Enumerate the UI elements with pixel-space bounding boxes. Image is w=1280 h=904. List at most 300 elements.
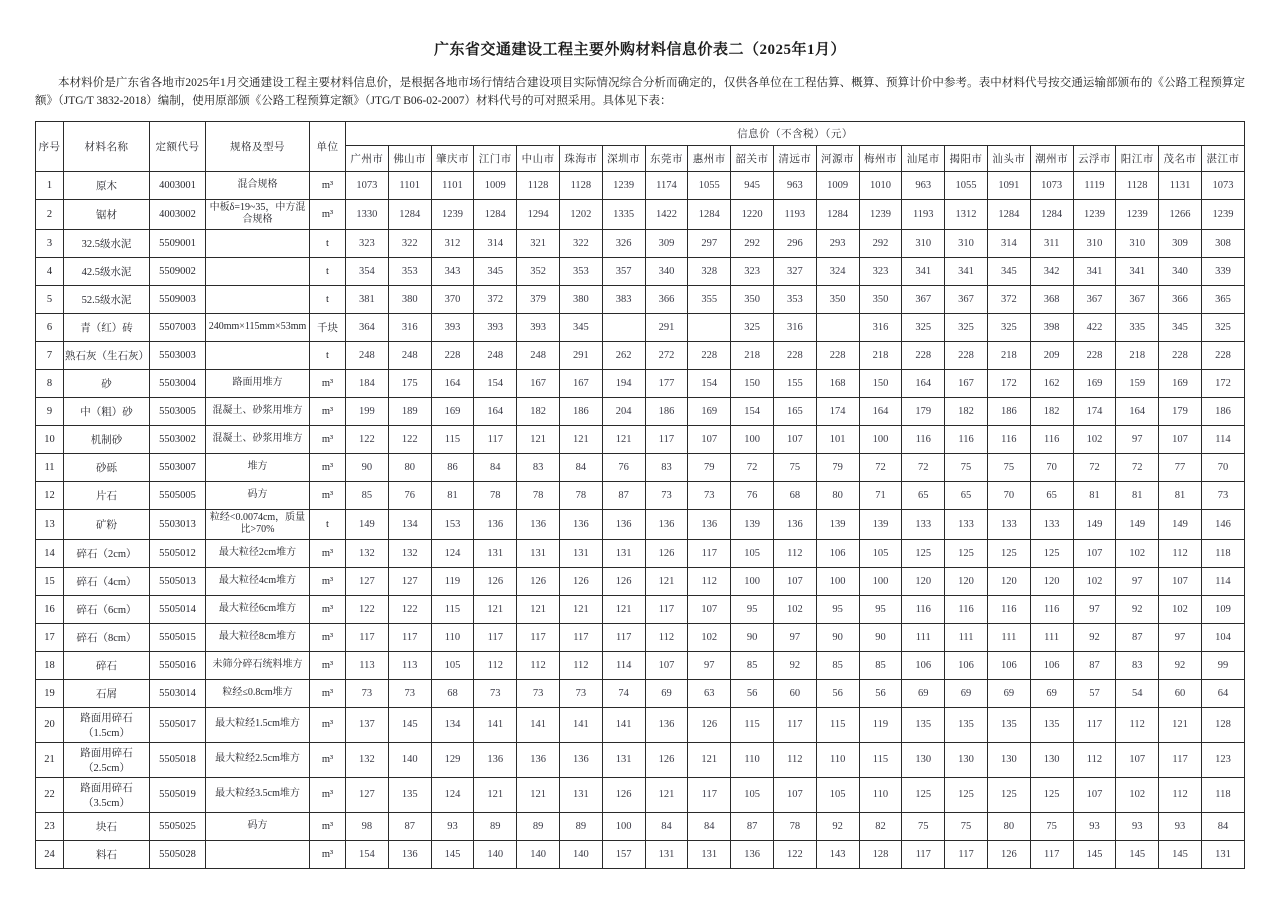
price-cell: 106	[987, 651, 1030, 679]
price-cell: 75	[1030, 812, 1073, 840]
price-cell: 105	[731, 539, 774, 567]
price-cell: 125	[1030, 777, 1073, 812]
price-cell: 341	[1073, 257, 1116, 285]
price-cell: 186	[1201, 397, 1244, 425]
price-cell: 353	[388, 257, 431, 285]
price-cell: 149	[1073, 509, 1116, 539]
table-row	[36, 313, 1245, 341]
header-city: 东莞市	[645, 145, 688, 171]
seq-cell: 6	[36, 313, 64, 341]
table-header	[36, 121, 1245, 171]
price-cell: 125	[987, 539, 1030, 567]
price-cell: 117	[1159, 742, 1202, 777]
price-cell: 218	[731, 341, 774, 369]
quota-code-cell: 5505019	[150, 777, 206, 812]
price-cell: 105	[431, 651, 474, 679]
price-cell: 72	[902, 453, 945, 481]
material-name-cell: 青（红）砖	[64, 313, 150, 341]
price-cell: 122	[388, 595, 431, 623]
price-cell: 73	[388, 679, 431, 707]
unit-cell: m³	[310, 707, 346, 742]
price-cell: 314	[987, 229, 1030, 257]
price-cell: 159	[1116, 369, 1159, 397]
price-cell: 116	[1030, 425, 1073, 453]
price-cell: 310	[902, 229, 945, 257]
header-quota-code: 定额代号	[150, 121, 206, 171]
seq-cell: 4	[36, 257, 64, 285]
table-row	[36, 341, 1245, 369]
price-cell: 78	[474, 481, 517, 509]
price-cell: 341	[1116, 257, 1159, 285]
price-cell: 131	[559, 777, 602, 812]
price-cell: 79	[816, 453, 859, 481]
price-cell: 154	[688, 369, 731, 397]
spec-cell: 最大粒经3.5cm堆方	[206, 777, 310, 812]
price-cell: 248	[388, 341, 431, 369]
price-cell: 60	[1159, 679, 1202, 707]
material-name-cell: 矿粉	[64, 509, 150, 539]
price-cell: 110	[859, 777, 902, 812]
price-cell: 74	[602, 679, 645, 707]
price-cell: 90	[859, 623, 902, 651]
price-cell: 136	[773, 509, 816, 539]
price-cell: 112	[1116, 707, 1159, 742]
price-cell: 182	[1030, 397, 1073, 425]
header-city: 佛山市	[388, 145, 431, 171]
seq-cell: 21	[36, 742, 64, 777]
price-cell: 124	[431, 539, 474, 567]
spec-cell: 最大粒径2cm堆方	[206, 539, 310, 567]
price-cell: 131	[602, 539, 645, 567]
price-cell: 92	[1073, 623, 1116, 651]
unit-cell: m³	[310, 539, 346, 567]
unit-cell: t	[310, 285, 346, 313]
price-cell: 120	[945, 567, 988, 595]
price-cell: 90	[346, 453, 389, 481]
spec-cell: 最大粒径8cm堆方	[206, 623, 310, 651]
price-cell: 76	[602, 453, 645, 481]
price-cell: 228	[1159, 341, 1202, 369]
price-cell: 1055	[688, 171, 731, 199]
price-cell: 262	[602, 341, 645, 369]
price-cell: 116	[902, 425, 945, 453]
price-cell: 130	[987, 742, 1030, 777]
price-cell: 127	[346, 567, 389, 595]
price-cell: 93	[1116, 812, 1159, 840]
price-cell: 248	[517, 341, 560, 369]
price-cell: 70	[987, 481, 1030, 509]
price-cell: 60	[773, 679, 816, 707]
price-cell: 87	[731, 812, 774, 840]
price-cell: 323	[346, 229, 389, 257]
price-cell: 69	[987, 679, 1030, 707]
price-cell: 102	[1116, 777, 1159, 812]
table-row	[36, 595, 1245, 623]
price-cell: 182	[517, 397, 560, 425]
price-cell: 353	[559, 257, 602, 285]
table-row	[36, 840, 1245, 868]
price-cell: 125	[902, 777, 945, 812]
price-cell: 107	[645, 651, 688, 679]
price-cell: 132	[388, 539, 431, 567]
price-cell: 84	[559, 453, 602, 481]
price-cell: 1335	[602, 199, 645, 229]
unit-cell: m³	[310, 481, 346, 509]
material-price-table	[35, 121, 1245, 869]
price-cell: 218	[859, 341, 902, 369]
quota-code-cell: 5505028	[150, 840, 206, 868]
price-cell: 107	[1073, 777, 1116, 812]
header-seq: 序号	[36, 121, 64, 171]
price-cell: 1010	[859, 171, 902, 199]
price-cell: 100	[859, 567, 902, 595]
price-cell: 326	[602, 229, 645, 257]
price-cell: 140	[474, 840, 517, 868]
price-cell: 79	[688, 453, 731, 481]
price-cell: 112	[474, 651, 517, 679]
spec-cell: 粒经<0.0074cm，质量比>70%	[206, 509, 310, 539]
spec-cell: 粒经≤0.8cm堆方	[206, 679, 310, 707]
price-cell: 1422	[645, 199, 688, 229]
price-cell: 75	[945, 812, 988, 840]
header-price-group: 信息价（不含税）（元）	[346, 121, 1245, 145]
price-cell: 372	[987, 285, 1030, 313]
price-cell: 1266	[1159, 199, 1202, 229]
price-cell: 172	[1201, 369, 1244, 397]
material-name-cell: 料石	[64, 840, 150, 868]
price-cell: 117	[773, 707, 816, 742]
price-cell: 135	[902, 707, 945, 742]
price-cell: 121	[474, 595, 517, 623]
price-cell: 70	[1201, 453, 1244, 481]
price-cell: 102	[773, 595, 816, 623]
unit-cell: m³	[310, 369, 346, 397]
price-cell: 73	[517, 679, 560, 707]
seq-cell: 2	[36, 199, 64, 229]
header-row-group	[36, 121, 1245, 145]
price-cell: 95	[816, 595, 859, 623]
header-city: 茂名市	[1159, 145, 1202, 171]
seq-cell: 9	[36, 397, 64, 425]
price-cell: 121	[602, 595, 645, 623]
price-cell: 228	[431, 341, 474, 369]
table-row	[36, 369, 1245, 397]
price-cell: 113	[346, 651, 389, 679]
price-cell: 248	[474, 341, 517, 369]
table-row	[36, 777, 1245, 812]
price-cell: 368	[1030, 285, 1073, 313]
table-row	[36, 171, 1245, 199]
spec-cell	[206, 257, 310, 285]
price-cell: 112	[1159, 777, 1202, 812]
price-cell: 68	[431, 679, 474, 707]
price-cell: 140	[559, 840, 602, 868]
seq-cell: 24	[36, 840, 64, 868]
price-cell: 1239	[859, 199, 902, 229]
header-city: 揭阳市	[945, 145, 988, 171]
price-cell: 169	[1159, 369, 1202, 397]
price-cell: 92	[816, 812, 859, 840]
price-cell: 393	[517, 313, 560, 341]
price-cell: 322	[559, 229, 602, 257]
price-cell: 324	[816, 257, 859, 285]
price-cell	[602, 313, 645, 341]
price-cell: 122	[388, 425, 431, 453]
price-cell: 84	[474, 453, 517, 481]
price-cell: 136	[388, 840, 431, 868]
price-cell: 134	[431, 707, 474, 742]
price-cell: 354	[346, 257, 389, 285]
header-city: 河源市	[816, 145, 859, 171]
price-cell: 69	[1030, 679, 1073, 707]
price-cell: 117	[474, 425, 517, 453]
seq-cell: 15	[36, 567, 64, 595]
price-cell: 72	[1073, 453, 1116, 481]
price-cell: 97	[1159, 623, 1202, 651]
material-name-cell: 路面用碎石（2.5cm）	[64, 742, 150, 777]
price-cell: 131	[559, 539, 602, 567]
price-cell: 1073	[346, 171, 389, 199]
material-name-cell: 碎石（4cm）	[64, 567, 150, 595]
price-cell: 126	[688, 707, 731, 742]
price-cell: 1131	[1159, 171, 1202, 199]
seq-cell: 1	[36, 171, 64, 199]
quota-code-cell: 5505005	[150, 481, 206, 509]
price-cell: 81	[431, 481, 474, 509]
price-cell: 228	[902, 341, 945, 369]
quota-code-cell: 5503005	[150, 397, 206, 425]
seq-cell: 22	[36, 777, 64, 812]
price-cell: 186	[645, 397, 688, 425]
price-cell: 84	[645, 812, 688, 840]
price-cell: 1101	[431, 171, 474, 199]
quota-code-cell: 5507003	[150, 313, 206, 341]
unit-cell: m³	[310, 679, 346, 707]
material-name-cell: 路面用碎石（3.5cm）	[64, 777, 150, 812]
price-cell: 370	[431, 285, 474, 313]
price-cell: 308	[1201, 229, 1244, 257]
price-cell: 1294	[517, 199, 560, 229]
unit-cell: m³	[310, 595, 346, 623]
price-cell: 272	[645, 341, 688, 369]
material-name-cell: 片石	[64, 481, 150, 509]
price-cell: 350	[731, 285, 774, 313]
price-cell: 126	[645, 742, 688, 777]
price-cell: 145	[431, 840, 474, 868]
material-name-cell: 碎石（2cm）	[64, 539, 150, 567]
price-cell: 69	[945, 679, 988, 707]
spec-cell	[206, 285, 310, 313]
price-cell: 131	[1201, 840, 1244, 868]
price-cell: 141	[559, 707, 602, 742]
price-cell: 154	[346, 840, 389, 868]
table-row	[36, 257, 1245, 285]
price-cell: 204	[602, 397, 645, 425]
price-cell: 1284	[474, 199, 517, 229]
price-cell: 72	[1116, 453, 1159, 481]
unit-cell: m³	[310, 171, 346, 199]
price-cell: 118	[1201, 777, 1244, 812]
price-cell: 228	[945, 341, 988, 369]
price-cell: 97	[1116, 567, 1159, 595]
price-cell: 86	[431, 453, 474, 481]
price-cell: 76	[731, 481, 774, 509]
price-cell: 131	[602, 742, 645, 777]
seq-cell: 5	[36, 285, 64, 313]
seq-cell: 12	[36, 481, 64, 509]
seq-cell: 20	[36, 707, 64, 742]
price-cell: 310	[1073, 229, 1116, 257]
price-cell: 248	[346, 341, 389, 369]
table-row	[36, 397, 1245, 425]
price-cell: 169	[431, 397, 474, 425]
price-cell: 150	[859, 369, 902, 397]
price-cell: 164	[474, 397, 517, 425]
price-cell: 126	[559, 567, 602, 595]
price-cell: 76	[388, 481, 431, 509]
price-cell: 111	[987, 623, 1030, 651]
unit-cell: m³	[310, 425, 346, 453]
price-cell: 335	[1116, 313, 1159, 341]
price-cell: 340	[1159, 257, 1202, 285]
price-cell: 121	[474, 777, 517, 812]
spec-cell	[206, 229, 310, 257]
unit-cell: m³	[310, 742, 346, 777]
price-cell: 164	[859, 397, 902, 425]
price-cell: 120	[1030, 567, 1073, 595]
price-cell: 328	[688, 257, 731, 285]
seq-cell: 11	[36, 453, 64, 481]
material-name-cell: 熟石灰（生石灰）	[64, 341, 150, 369]
price-cell: 116	[902, 595, 945, 623]
price-cell: 291	[645, 313, 688, 341]
price-cell: 111	[945, 623, 988, 651]
price-cell: 345	[474, 257, 517, 285]
price-cell: 366	[645, 285, 688, 313]
table-row	[36, 679, 1245, 707]
price-cell: 364	[346, 313, 389, 341]
unit-cell: m³	[310, 567, 346, 595]
price-cell: 293	[816, 229, 859, 257]
spec-cell	[206, 341, 310, 369]
price-cell: 125	[902, 539, 945, 567]
price-cell: 186	[559, 397, 602, 425]
price-cell: 1284	[388, 199, 431, 229]
price-cell: 85	[816, 651, 859, 679]
price-cell: 97	[1073, 595, 1116, 623]
quota-code-cell: 5509003	[150, 285, 206, 313]
seq-cell: 8	[36, 369, 64, 397]
price-cell: 112	[645, 623, 688, 651]
price-cell: 84	[688, 812, 731, 840]
price-cell: 112	[1159, 539, 1202, 567]
price-cell: 57	[1073, 679, 1116, 707]
price-cell: 83	[1116, 651, 1159, 679]
price-cell: 310	[1116, 229, 1159, 257]
price-cell: 69	[902, 679, 945, 707]
price-cell: 182	[945, 397, 988, 425]
price-cell: 111	[902, 623, 945, 651]
price-cell: 379	[517, 285, 560, 313]
price-cell: 136	[559, 509, 602, 539]
unit-cell: t	[310, 257, 346, 285]
price-cell: 117	[645, 425, 688, 453]
price-cell: 131	[517, 539, 560, 567]
price-cell: 64	[1201, 679, 1244, 707]
price-cell: 352	[517, 257, 560, 285]
price-cell: 100	[731, 425, 774, 453]
price-cell: 125	[945, 777, 988, 812]
price-cell: 111	[1030, 623, 1073, 651]
price-cell: 115	[859, 742, 902, 777]
price-cell: 73	[688, 481, 731, 509]
price-cell: 1239	[431, 199, 474, 229]
price-cell: 132	[346, 539, 389, 567]
price-cell: 95	[731, 595, 774, 623]
price-cell: 56	[859, 679, 902, 707]
price-cell: 75	[902, 812, 945, 840]
price-cell: 1284	[1030, 199, 1073, 229]
price-cell: 107	[1073, 539, 1116, 567]
header-city: 江门市	[474, 145, 517, 171]
price-cell: 117	[688, 777, 731, 812]
price-cell: 113	[388, 651, 431, 679]
table-row	[36, 425, 1245, 453]
spec-cell: 最大粒径6cm堆方	[206, 595, 310, 623]
price-cell: 1101	[388, 171, 431, 199]
price-cell: 150	[731, 369, 774, 397]
price-cell: 117	[388, 623, 431, 651]
price-cell: 90	[731, 623, 774, 651]
unit-cell: m³	[310, 777, 346, 812]
price-cell: 83	[645, 453, 688, 481]
price-cell: 130	[902, 742, 945, 777]
price-cell: 77	[1159, 453, 1202, 481]
price-cell: 325	[1201, 313, 1244, 341]
header-city: 中山市	[517, 145, 560, 171]
seq-cell: 18	[36, 651, 64, 679]
price-cell: 72	[859, 453, 902, 481]
price-cell: 139	[859, 509, 902, 539]
price-cell: 353	[773, 285, 816, 313]
price-cell: 136	[731, 840, 774, 868]
price-cell: 93	[431, 812, 474, 840]
price-cell: 116	[987, 595, 1030, 623]
quota-code-cell: 5503004	[150, 369, 206, 397]
price-cell: 89	[474, 812, 517, 840]
price-cell: 117	[559, 623, 602, 651]
price-cell: 121	[645, 777, 688, 812]
spec-cell	[206, 840, 310, 868]
price-cell: 153	[431, 509, 474, 539]
price-cell: 140	[388, 742, 431, 777]
price-cell: 322	[388, 229, 431, 257]
price-cell: 1193	[773, 199, 816, 229]
price-cell: 92	[773, 651, 816, 679]
price-cell: 131	[688, 840, 731, 868]
price-cell: 165	[773, 397, 816, 425]
quota-code-cell: 5505025	[150, 812, 206, 840]
price-cell: 126	[602, 777, 645, 812]
price-cell: 1284	[987, 199, 1030, 229]
price-cell: 82	[859, 812, 902, 840]
price-cell: 228	[1073, 341, 1116, 369]
price-cell: 121	[559, 595, 602, 623]
price-cell: 125	[945, 539, 988, 567]
price-cell: 126	[987, 840, 1030, 868]
price-cell: 172	[987, 369, 1030, 397]
header-city: 深圳市	[602, 145, 645, 171]
